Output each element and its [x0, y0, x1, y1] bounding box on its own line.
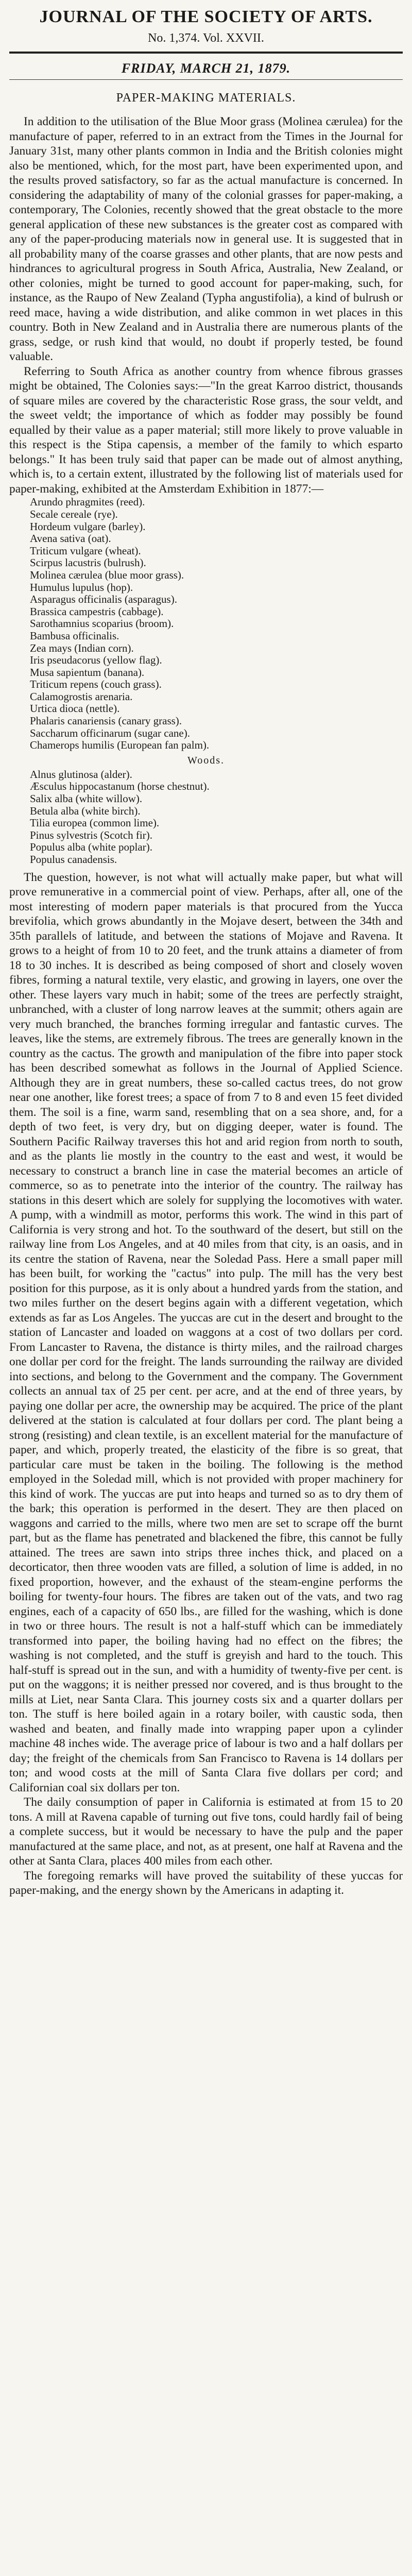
plant-item: Asparagus officinalis (asparagus).: [30, 593, 177, 606]
plant-item: Hordeum vulgare (barley).: [30, 520, 146, 533]
woods-heading: Woods.: [187, 754, 225, 766]
plant-item: Iris pseudacorus (yellow flag).: [30, 654, 162, 667]
plant-item: Chamerops humilis (European fan palm).: [30, 739, 210, 752]
plant-item: Triticum repens (couch grass).: [30, 678, 162, 691]
paragraph-5: The foregoing remarks will have proved the suitability of these yuccas for paper-making, and the energy shown by the Americans in adapting it.: [9, 1869, 403, 1897]
wood-item: Betula alba (white birch).: [30, 804, 141, 817]
article-title: PAPER-MAKING MATERIALS.: [116, 91, 296, 105]
plant-item: Brassica campestris (cabbage).: [30, 605, 164, 618]
paragraph-2: Referring to South Africa as another country from whence fibrous grasses might be obtained, The Colonies says:—"In the great Karroo district, thousands of square miles are covered by the characteristic Rose grass, the sour veldt, and the sweet veldt; the importance of which as fodder may possibly be found equalled by their value as a paper material; still more likely to prove valuable in this respect is the Stipa capensis, a member of the family to which esparto belongs." It has been truly said that paper can be made out of almost anything, which is, to a certain extent, illustrated by the following list of materials used for paper-making, exhibited at the Amsterdam Exhibition in 1877:—: [9, 364, 403, 496]
plant-item: Avena sativa (oat).: [30, 532, 111, 545]
wood-item: Pinus sylvestris (Scotch fir).: [30, 828, 152, 841]
wood-item: Tilia europea (common lime).: [30, 817, 160, 829]
wood-item: Æsculus hippocastanum (horse chestnut).: [30, 780, 210, 793]
plant-item: Phalaris canariensis (canary grass).: [30, 715, 182, 727]
plant-item: Calamogrostis arenaria.: [30, 690, 133, 703]
header-rule: [9, 52, 403, 54]
wood-item: Alnus glutinosa (alder).: [30, 768, 132, 781]
wood-item: Populus canadensis.: [30, 853, 117, 866]
plant-item: Scirpus lacustris (bulrush).: [30, 556, 146, 569]
plant-item: Bambusa officinalis.: [30, 629, 119, 642]
issue-number: No. 1,374. Vol. XXVII.: [148, 31, 264, 45]
plant-item: Musa sapientum (banana).: [30, 666, 145, 679]
date-line: FRIDAY, MARCH 21, 1879.: [121, 61, 291, 76]
plant-item: Zea mays (Indian corn).: [30, 641, 134, 654]
wood-item: Salix alba (white willow).: [30, 792, 143, 805]
plant-item: Saccharum officinarum (sugar cane).: [30, 726, 190, 739]
plant-item: Arundo phragmites (reed).: [30, 496, 145, 509]
woods-list: [9, 769, 403, 866]
paragraph-1: In addition to the utilisation of the Blue Moor grass (Molinea cærulea) for the manufacture of paper, referred to in an extract from the Times in the Journal for January 31st, many other plants common in India and the British colonies might also be mentioned, which, for the most part, have been experimented upon, and the results proved satisfactory, so far as the actual manufacture is concerned. In considering the adaptability of many of the colonial grasses for paper-making, a contemporary, The Colonies, recently showed that the great obstacle to the more general application of these new substances is the greater cost as compared with any of the paper-producing materials now in general use. It is suggested that in all probability many of the coarse grasses and other plants, that are now pests and hindrances to agricultural progress in South Africa, Australia, New Zealand, or other colonies, might be turned to good account for paper-making, such, for instance, as the Raupo of New Zealand (Typha angustifolia), a kind of bulrush or reed mace, having a wide distribution, and alike common in wet places in this country. Both in New Zealand and in Australia there are numerous plants of the grass, sedge, or rush kind that would, no doubt if properly tested, be found valuable.: [9, 115, 403, 364]
plant-list: [9, 496, 403, 751]
plant-item: Urtica dioca (nettle).: [30, 702, 120, 715]
wood-item: Populus alba (white poplar).: [30, 841, 152, 854]
plant-item: Triticum vulgare (wheat).: [30, 544, 141, 557]
plant-item: Humulus lupulus (hop).: [30, 581, 133, 594]
paragraph-4: The daily consumption of paper in California is estimated at from 15 to 20 tons. A mill at Ravena capable of turning out five tons, could hardly fail of being a complete success, but it would be necessary to have the pulp and the paper manufactured at the same place, and not, as at present, one half at Ravena and the other at Santa Clara, places 400 miles from each other.: [9, 1795, 403, 1868]
plant-item: Sarothamnius scoparius (broom).: [30, 617, 174, 630]
date-rule: [9, 79, 403, 80]
plant-item: Secale cereale (rye).: [30, 507, 118, 520]
journal-title: JOURNAL OF THE SOCIETY OF ARTS.: [39, 7, 373, 26]
plant-item: Molinea cærulea (blue moor grass).: [30, 568, 184, 581]
paragraph-3: The question, however, is not what will actually make paper, but what will prove remunerative in a commercial point of view. Perhaps, after all, one of the most interesting of modern paper materials is that procured from the Yucca brevifolia, which grows abundantly in the Mojave desert, between the 34th and 35th parallels of latitude, and between the stations of Mojave and Ravena. It grows to a height of from 10 to 20 feet, and the trunk attains a diameter of from 18 to 30 inches. It is described as being composed of short and closely woven fibres, forming a natural textile, very elastic, and growing in layers, one over the other. These layers vary much in habit; some of the trees are perfectly straight, unbranched, with a cluster of long narrow leaves at the summit; others again are very much branched, the branches forming irregular and fantastic curves. The leaves, like the stems, are extremely fibrous. The trees are generally known in the country as the cactus. The growth and manipulation of the fibre into paper stock has been described somewhat as follows in the Journal of Applied Science. Although they are in great numbers, these so-called cactus trees, do not grow near one another, like forest trees; a space of from 7 to 8 and even 15 feet divided them. The soil is a fine, warm sand, resembling that on a sea shore, and, for a depth of two feet, is very dry, but on digging deeper, water is found. The Southern Pacific Railway traverses this hot and arid region from north to south, and as the plants lie mostly in the country to the east and west, it would be necessary to construct a branch line in case the material becomes an article of commerce, so as to penetrate into the interior of the country. The railway has stations in this desert which are solely for supplying the locomotives with water. A pump, with a windmill as motor, performs this work. The wind in this part of California is very strong and hot. To the southward of the desert, but still on the railway line from Los Angeles, and at 40 miles from that city, is an oasis, and in its centre the station of Ravena, near the Soledad Pass. Here a small paper mill has been built, for working the "cactus" into pulp. The mill has the very best position for this purpose, as it is only about a hundred yards from the station, and two miles further on the desert begins again with a different vegetation, which extends as far as Los Angeles. The yuccas are cut in the desert and brought to the station of Lancaster and loaded on waggons at a cost of two dollars per cord. From Lancaster to Ravena, the distance is thirty miles, and the railroad charges one dollar per cord for the freight. The lands surrounding the railway are divided into sections, and belong to the Government and the company. The Government collects an annual tax of 25 per cent. per acre, and at the end of three years, by paying one dollar per acre, the ownership may be acquired. The price of the plant delivered at the station is calculated at four dollars per cord. The plant being a strong (resisting) and clean textile, is an excellent material for the manufacture of paper, and which, properly treated, the elasticity of the fibre is so great, that particular care must be taken in the boiling. The following is the method employed in the Soledad mill, which is not provided with proper machinery for this kind of work. The yuccas are put into heaps and turned so as to dry them of the bark; this operation is performed in the desert. They are then placed on waggons and carried to the mills, where two men are set to scrape off the burnt part, but as the flame has penetrated and blackened the fibre, this cannot be fully attained. The trees are sawn into strips three inches thick, and placed on a decorticator, then three wooden vats are filled, a solution of lime is added, in no fixed proportion, however, and the exhaust of the steam-engine performs the boiling for twenty-four hours. The fibres are taken out of the vats, and two rag engines, each of a capacity of 650 lbs., are filled for the washing, which is done in two or three hours. The result is not a half-stuff which can be immediately transformed into paper, the boiling having had no effect on the fibres; the washing is not completed, and the stuff is greyish and hard to the touch. This half-stuff is spread out in the sun, and with a humidity of twenty-five per cent. is put on the waggons; it is neither pressed nor covered, and is thus brought to the mills at Liet, near Santa Clara. This journey costs six and a quarter dollars per ton. The stuff is here boiled again in a rotary boiler, with caustic soda, then washed and beaten, and finally made into wrapping paper upon a cylinder machine 48 inches wide. The average price of labour is two and a half dollars per day; the freight of the chemicals from San Francisco to Ravena is 14 dollars per ton; and wood costs at the mill of Santa Clara five dollars per cord; and Californian coal six dollars per ton.: [9, 870, 403, 1794]
